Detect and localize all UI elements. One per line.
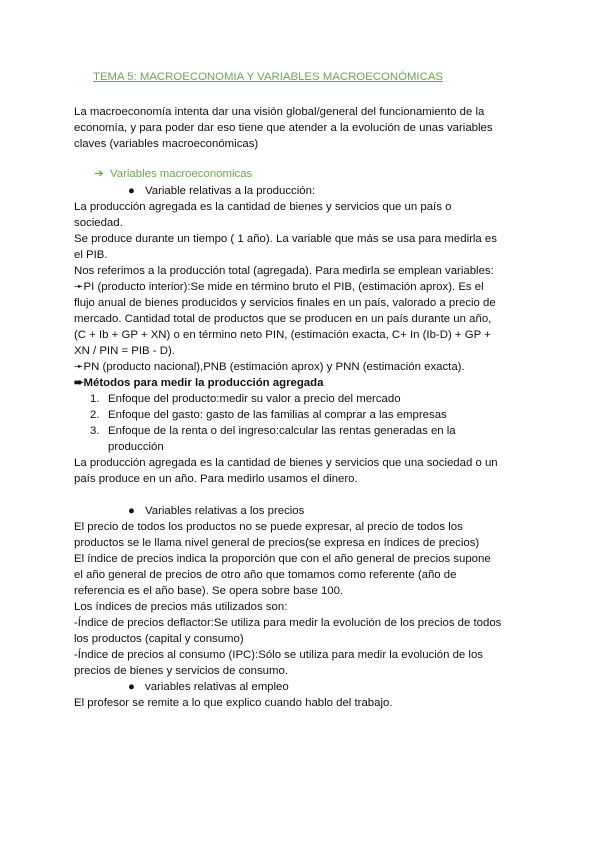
text-line: ➛PN (producto nacional),PNB (estimación aprox) y PNN (estimación exacta). [74, 361, 465, 373]
bullet-label: variables relativas al empleo [145, 681, 289, 693]
text-line: La producción agregada es la cantidad de bienes y servicios que una sociedad o un [74, 457, 498, 469]
list-item: 3. Enfoque de la renta o del ingreso:calcular las rentas generadas en la [90, 425, 456, 437]
section-heading-label: Variables macroeconomicas [110, 168, 253, 180]
aggregate-paragraph [74, 455, 498, 487]
text-line: El índice de precios indica la proporción que con el año general de precios supone [74, 553, 491, 565]
text-line: La producción agregada es la cantidad de bienes y servicios que un país o [74, 201, 452, 213]
closing-line: El profesor se remite a lo que explico cuando hablo del trabajo. [74, 697, 393, 709]
text-line: Se produce durante un tiempo ( 1 año). La variable que más se usa para medirla es [74, 233, 497, 245]
bullet-prices [128, 503, 304, 519]
bullet-dot-icon: ● [128, 681, 135, 693]
list-item-continuation: producción [108, 441, 164, 453]
text-line: El precio de todos los productos no se puede expresar, al precio de todos los [74, 521, 463, 533]
text-line: el año general de precios de otro año que tomamos como referente (año de [74, 569, 457, 581]
bullet-dot-icon: ● [128, 185, 135, 197]
text-line: Los índices de precios más utilizados son: [74, 601, 288, 613]
bullet-production [128, 183, 315, 199]
text-line: mercado. Cantidad total de productos que se producen en un país durante un año, [74, 313, 492, 325]
arrow-right-icon: ➔ [94, 168, 104, 180]
text-line: referencia es el año base). Se opera sobre base 100. [74, 585, 344, 597]
text-line: los productos (capital y consumo) [74, 633, 244, 645]
bullet-dot-icon: ● [128, 505, 135, 517]
text-line: -Índice de precios deflactor:Se utiliza para medir la evolución de los precios de todos [74, 617, 502, 629]
text-line: La macroeconomía intenta dar una visión global/general del funcionamiento de la [74, 106, 485, 118]
text-line: claves (variables macroeconómicas) [74, 138, 259, 150]
text-line: XN / PIN = PIB - D). [74, 345, 175, 357]
text-line: el PIB. [74, 249, 108, 261]
text-line: Nos referimos a la producción total (agregada). Para medirla se emplean variables: [74, 265, 494, 277]
text-line: -Índice de precios al consumo (IPC):Sólo se utiliza para medir la evolución de los [74, 649, 483, 661]
bullet-employment [128, 679, 289, 695]
prices-paragraph [74, 519, 501, 679]
intro-paragraph [74, 104, 493, 152]
text-line: economía, y para poder dar eso tiene que atender a la evolución de unas variables [74, 122, 493, 134]
text-line: flujo anual de bienes producidos y servicios finales en un país, valorado a precio de [74, 297, 496, 309]
text-line: ➛PI (producto interior):Se mide en término bruto el PIB, (estimación aprox). Es el [74, 281, 484, 293]
methods-heading: ➨Métodos para medir la producción agregada [74, 377, 324, 389]
text-line: productos se le llama nivel general de precios(se expresa en índices de precios) [74, 537, 480, 549]
list-item: 1. Enfoque del producto:medir su valor a precio del mercado [90, 393, 401, 405]
bullet-label: Variable relativas a la producción: [145, 185, 316, 197]
bullet-label: Variables relativas a los precios [145, 505, 305, 517]
production-paragraph [74, 199, 497, 391]
page-title: TEMA 5: MACROECONOMIA Y VARIABLES MACROECONÓMICAS [93, 71, 444, 83]
text-line: sociedad. [74, 217, 123, 229]
list-item: 2. Enfoque del gasto: gasto de las familias al comprar a las empresas [90, 409, 447, 421]
text-line: precios de bienes y servicios de consumo. [74, 665, 288, 677]
text-line: (C + Ib + GP + XN) o en término neto PIN, (estimación exacta, C+ In (Ib-D) + GP + [74, 329, 491, 341]
text-line: país produce en un año. Para medirlo usamos el dinero. [74, 473, 358, 485]
section-heading [94, 166, 252, 180]
methods-list [90, 391, 456, 455]
